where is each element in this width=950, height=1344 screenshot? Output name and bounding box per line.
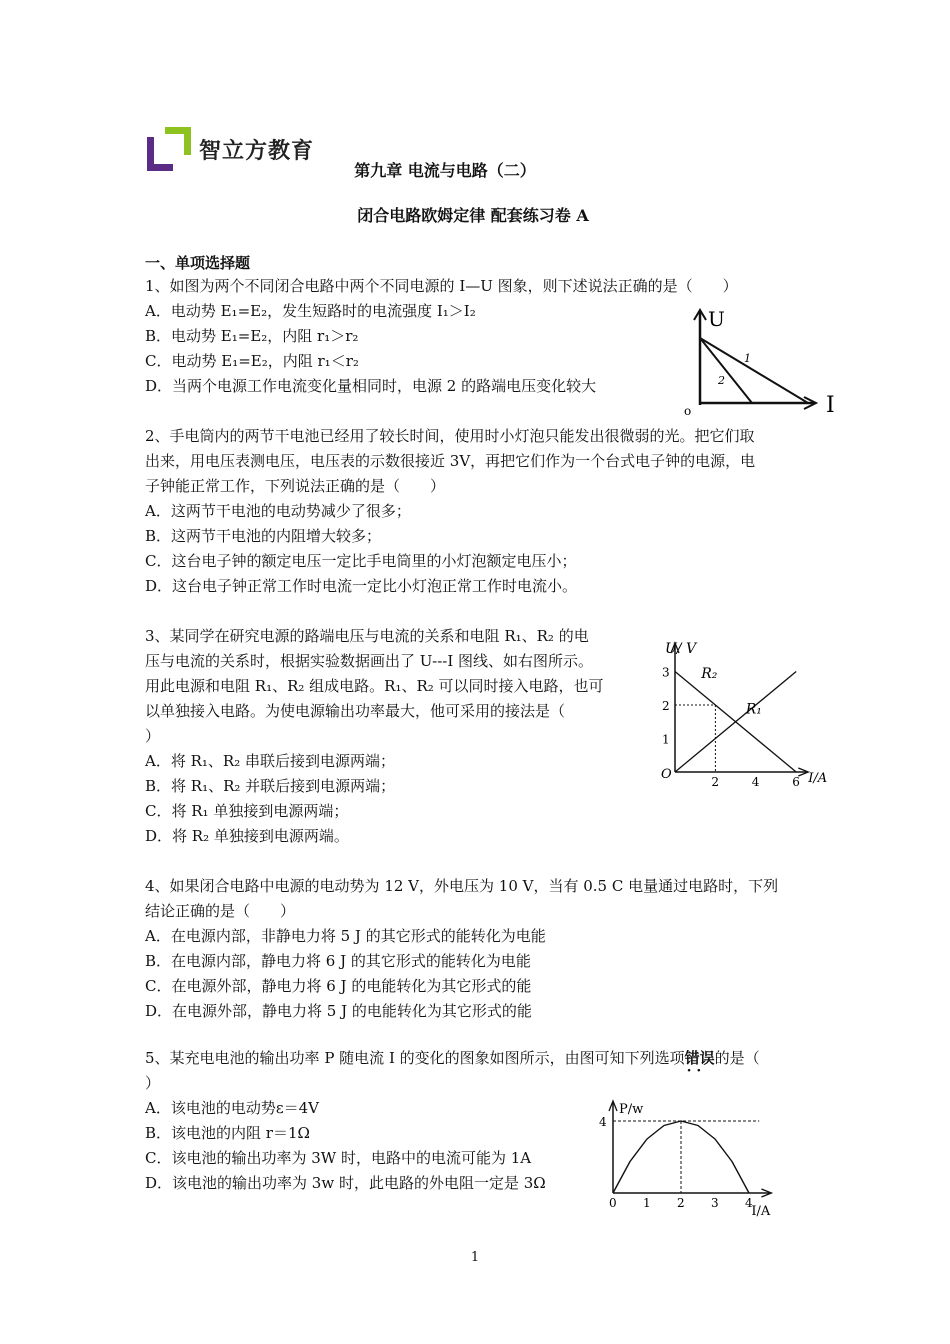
q1-line1-label: 1 bbox=[744, 352, 751, 365]
q5-ylabel: P/w bbox=[619, 1102, 644, 1117]
q1-line-1 bbox=[700, 338, 808, 403]
q3-x-tick-label: 4 bbox=[751, 775, 760, 789]
q2-option-a: A．这两节干电池的电动势减少了很多； bbox=[145, 502, 411, 520]
q1-option-c: C．电动势 E₁=E₂，内阻 r₁＜r₂ bbox=[145, 352, 359, 370]
q1-option-a: A．电动势 E₁=E₂，发生短路时的电流强度 I₁＞I₂ bbox=[145, 302, 476, 320]
q3-y-tick-label: 3 bbox=[662, 665, 670, 680]
q3-stem-line-2: 压与电流的关系时，根据实验数据画出了 U---I 图线、如右图所示。 bbox=[145, 652, 594, 670]
q5-stem-post: 的是（ bbox=[714, 1049, 760, 1067]
q4-stem-line-1: 4、如果闭合电路中电源的电动势为 12 V，外电压为 10 V，当有 0.5 C 电量通过电路时，下列 bbox=[145, 877, 779, 895]
q3-stem-line-5: ） bbox=[145, 727, 161, 745]
q2-option-d: D．这台电子钟正常工作时电流一定比小灯泡正常工作时电流小。 bbox=[145, 577, 578, 595]
q3-option-c: C．将 R₁ 单独接到电源两端； bbox=[145, 802, 349, 820]
q5-option-d: D．该电池的输出功率为 3w 时，此电路的外电阻一定是 3Ω bbox=[145, 1174, 546, 1192]
logo-text: 智立方教育 bbox=[199, 138, 315, 164]
q3-series-label-r2: R₂ bbox=[701, 666, 718, 683]
q5-xlabel: I/A bbox=[751, 1204, 771, 1219]
q1-origin-label: o bbox=[684, 404, 692, 418]
q2-stem-line-2: 出来，用电压表测电压，电压表的示数很接近 3V，再把它们作为一个台式电子钟的电源，电 bbox=[145, 452, 756, 470]
q3-xlabel: I/A bbox=[808, 771, 828, 786]
q3-chart bbox=[640, 635, 840, 795]
q5-y-tick-label: 4 bbox=[599, 1115, 607, 1129]
q5-stem-line-1 bbox=[145, 1048, 760, 1068]
q3-origin-label: O bbox=[661, 767, 672, 782]
q2-option-c: C．这台电子钟的额定电压一定比手电筒里的小灯泡额定电压小； bbox=[145, 552, 577, 570]
section-title: 一、单项选择题 bbox=[145, 254, 251, 272]
q1-figure bbox=[680, 300, 850, 420]
q3-x-tick-label: 2 bbox=[711, 775, 720, 789]
q3-stem-line-1: 3、某同学在研究电源的路端电压与电流的关系和电阻 R₁、R₂ 的电 bbox=[145, 627, 589, 645]
q2-stem-line-1: 2、手电筒内的两节干电池已经用了较长时间，使用时小灯泡只能发出很微弱的光。把它们取 bbox=[145, 427, 755, 445]
q1-stem: 1、如图为两个不同闭合电路中两个不同电源的 I—U 图象，则下述说法正确的是（ ） bbox=[145, 277, 738, 295]
q1-u-label: U bbox=[708, 307, 725, 331]
q3-stem-line-4: 以单独接入电路。为使电源输出功率最大，他可采用的接法是（ bbox=[145, 702, 566, 720]
q1-line-2 bbox=[700, 338, 752, 403]
q4-option-b: B．在电源内部，静电力将 6 J 的其它形式的能转化为电能 bbox=[145, 952, 531, 970]
q5-x-tick-label: 4 bbox=[745, 1196, 753, 1210]
q3-series-label-r1: R₁ bbox=[745, 701, 762, 718]
q1-option-d: D．当两个电源工作电流变化量相同时，电源 2 的路端电压变化较大 bbox=[145, 377, 597, 395]
q1-i-label: I bbox=[826, 393, 835, 418]
q3-option-b: B．将 R₁、R₂ 并联后接到电源两端； bbox=[145, 777, 396, 795]
q5-option-c: C．该电池的输出功率为 3W 时，电路中的电流可能为 1A bbox=[145, 1149, 532, 1167]
q4-option-c: C．在电源外部，静电力将 6 J 的电能转化为其它形式的能 bbox=[145, 977, 532, 995]
q3-y-tick-label: 2 bbox=[662, 699, 670, 713]
q5-x-tick-label: 1 bbox=[643, 1196, 651, 1210]
q2-stem-line-3: 子钟能正常工作，下列说法正确的是（ ） bbox=[145, 477, 446, 495]
q4-option-a: A．在电源内部，非静电力将 5 J 的其它形式的能转化为电能 bbox=[145, 927, 546, 945]
q3-option-a: A．将 R₁、R₂ 串联后接到电源两端； bbox=[145, 752, 395, 770]
q4-option-d: D．在电源外部，静电力将 5 J 的电能转化为其它形式的能 bbox=[145, 1002, 532, 1020]
q3-y-tick-label: 1 bbox=[662, 732, 670, 747]
q4-stem-line-2: 结论正确的是（ ） bbox=[145, 902, 296, 920]
q3-stem-line-3: 用此电源和电阻 R₁、R₂ 组成电路。R₁、R₂ 可以同时接入电路，也可 bbox=[145, 677, 604, 695]
page-number: 1 bbox=[470, 1250, 480, 1265]
q5-x-tick-label: 3 bbox=[711, 1196, 719, 1210]
page-subtitle: 闭合电路欧姆定律 配套练习卷 A bbox=[357, 206, 589, 225]
q5-chart bbox=[590, 1095, 800, 1220]
q3-ylabel: U/ V bbox=[665, 641, 697, 657]
q2-option-b: B．这两节干电池的内阻增大较多； bbox=[145, 527, 382, 545]
q5-stem-line-2: ） bbox=[145, 1074, 161, 1092]
q5-option-a: A．该电池的电动势ε＝4V bbox=[145, 1099, 319, 1117]
chapter-title: 第九章 电流与电路（二） bbox=[354, 161, 536, 180]
q1-option-b: B．电动势 E₁=E₂，内阻 r₁＞r₂ bbox=[145, 327, 359, 345]
q5-stem-emphasis: 错误 · · bbox=[685, 1049, 715, 1067]
q1-line2-label: 2 bbox=[718, 374, 725, 387]
q5-x-tick-label: 0 bbox=[609, 1196, 617, 1210]
q5-x-tick-label: 2 bbox=[677, 1196, 685, 1210]
q5-stem-pre: 5、某充电电池的输出功率 P 随电流 I 的变化的图象如图所示，由图可知下列选项 bbox=[145, 1049, 685, 1067]
q3-option-d: D．将 R₂ 单独接到电源两端。 bbox=[145, 827, 349, 845]
q5-option-b: B．该电池的内阻 r＝1Ω bbox=[145, 1124, 310, 1142]
q3-x-tick-label: 6 bbox=[792, 775, 800, 789]
